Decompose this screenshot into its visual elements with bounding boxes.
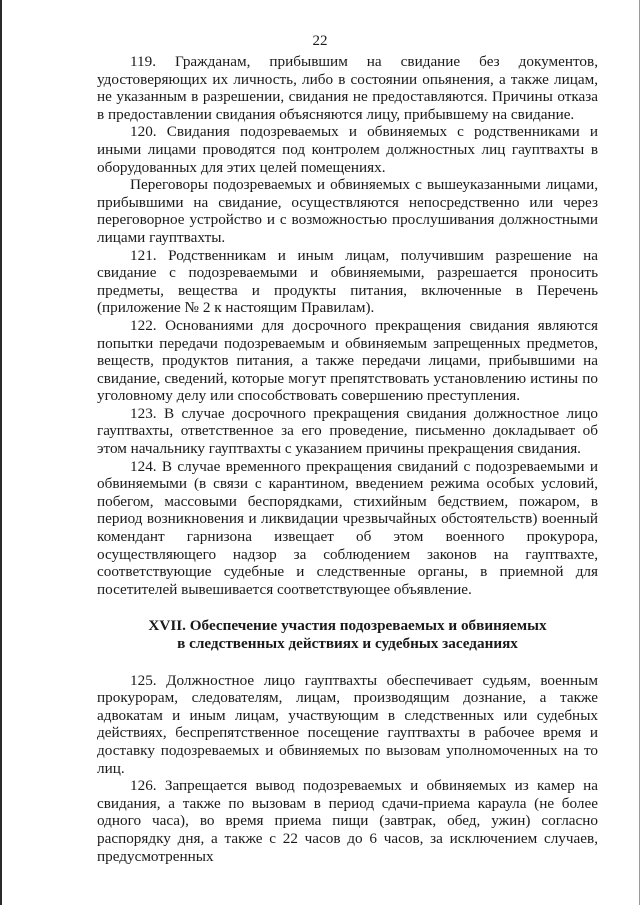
paragraph-125: 125. Должностное лицо гауптвахты обеспечивает судьям, военным прокурорам, следователям, лицам, производящим дознание, а также адвокатам и иным лицам, участвующим в следственных или судебных действиях, беспрепятственное посещение гауптвахты в рабочее время и доставку подозреваемых и обвиняемых по вызовам уполномоченных на то лиц. bbox=[97, 671, 598, 777]
paragraph-124: 124. В случае временного прекращения свиданий с подозреваемыми и обвиняемыми (в связи с карантином, введением режима особых условий, побегом, массовыми беспорядками, стихийным бедствием, пожаром, в период возникновения и ликвидации чрезвычайных обстоятельств) военный комендант гарнизона извещает об этом военного прокурора, осуществляющего надзор за соблюдением законов на гауптвахте, соответствующие судебные и следственные органы, в приемной для посетителей вывешивается соответствующее объявление. bbox=[97, 457, 598, 598]
section-heading-line2: в следственных действиях и судебных заседаниях bbox=[177, 635, 518, 652]
paragraph-119: 119. Гражданам, прибывшим на свидание без документов, удостоверяющих их личность, либо в состоянии опьянения, а также лицам, не указанным в разрешении, свидания не предоставляются. Причины отказа в предоставлении свидания объясняются лицу, прибывшему на свидание. bbox=[97, 53, 598, 123]
scan-edge-left bbox=[0, 0, 2, 905]
paragraph-120: 120. Свидания подозреваемых и обвиняемых с родственниками и иными лицами проводятся под контролем должностных лиц гауптвахты в оборудованных для этих целей помещениях. bbox=[97, 123, 598, 176]
paragraph-120-continued: Переговоры подозреваемых и обвиняемых с вышеуказанными лицами, прибывшими на свидание, осуществляются непосредственно или через переговорное устройство и с возможностью прослушивания должностными лицами гауптвахты. bbox=[97, 176, 598, 246]
section-heading-line1: XVII. Обеспечение участия подозреваемых и обвиняемых bbox=[148, 617, 547, 635]
paragraph-126: 126. Запрещается вывод подозреваемых и обвиняемых из камер на свидания, а также по вызовам в период сдачи-приема караула (не более одного часа), во время приема пищи (завтрак, обед, ужин) согласно распорядку дня, а также с 22 часов до 6 часов, за исключением случаев, предусмотренных bbox=[97, 777, 598, 865]
section-heading bbox=[97, 617, 598, 652]
paragraph-122: 122. Основаниями для досрочного прекращения свидания являются попытки передачи подозреваемым и обвиняемым запрещенных предметов, веществ, продуктов питания, а также передачи лицами, прибывшими на свидание, сведений, которые могут препятствовать установлению истины по уголовному делу или способствовать совершению преступления. bbox=[97, 316, 598, 405]
document-body bbox=[97, 53, 598, 865]
paragraph-121: 121. Родственникам и иным лицам, получившим разрешение на свидание с подозреваемыми и обвиняемыми, разрешается проносить предметы, вещества и продукты питания, включенные в Перечень (приложение № 2 к настоящим Правилам). bbox=[97, 246, 598, 317]
page-number: 22 bbox=[312, 33, 328, 49]
paragraph-123: 123. В случае досрочного прекращения свидания должностное лицо гауптвахты, ответственное за его проведение, письменно докладывает об этом начальнику гауптвахты с указанием причины прекращения свидания. bbox=[97, 404, 598, 458]
